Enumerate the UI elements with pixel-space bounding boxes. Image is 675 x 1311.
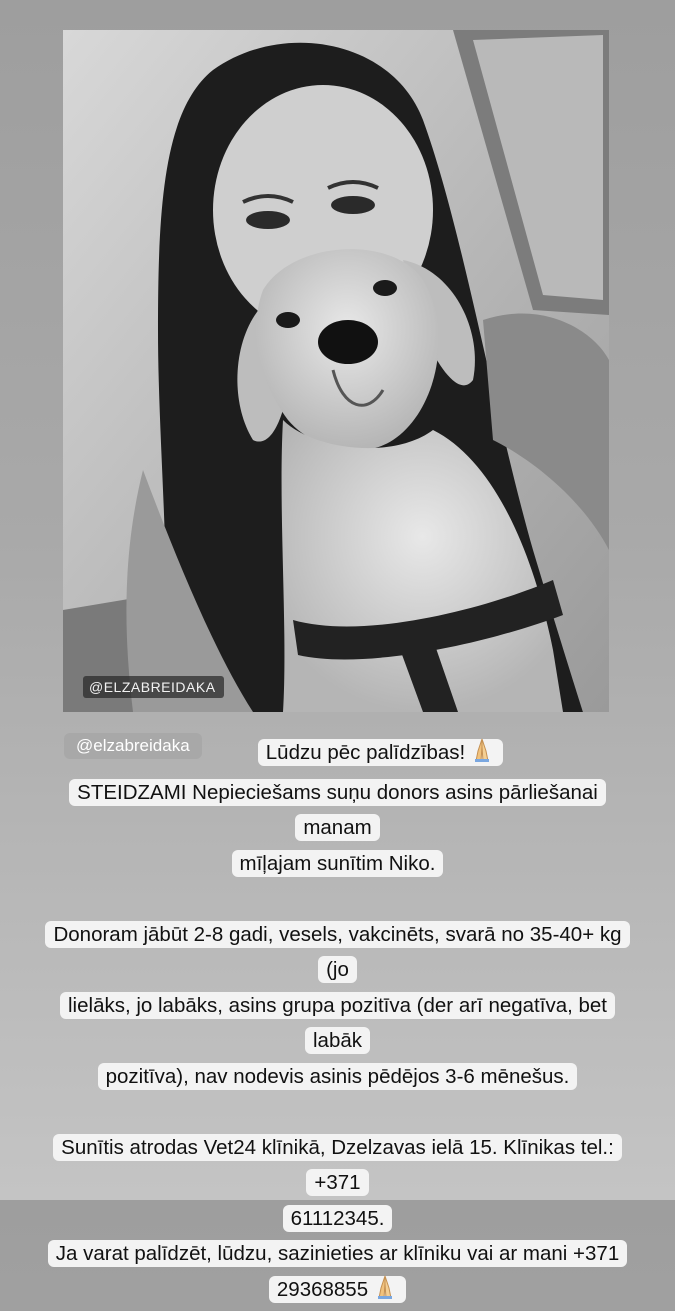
caption-line: lielāks, jo labāks, asins grupa pozitīva (der arī negatīva, bet labāk [40,988,635,1059]
mention-sticker[interactable]: @elzabreidaka [64,733,202,759]
folded-hands-icon [372,1274,398,1311]
caption-line: 29368855 [40,1272,635,1311]
folded-hands-icon [469,737,495,775]
caption-line: Lūdzu pēc palīdzības! [40,735,635,775]
story-photo [63,30,609,712]
caption-line: 61112345. [40,1201,635,1237]
photo-watermark: @ELZABREIDAKA [83,676,224,698]
story-caption [40,735,635,1311]
photo-illustration [63,30,609,712]
caption-line: STEIDZAMI Nepieciešams suņu donors asins pārliešanai manam [40,775,635,846]
caption-line: Ja varat palīdzēt, lūdzu, sazinieties ar klīniku vai ar mani +371 [40,1236,635,1272]
caption-line: Donoram jābūt 2-8 gadi, vesels, vakcinēts, svarā no 35-40+ kg (jo [40,917,635,988]
caption-line: mīļajam sunītim Niko. [40,846,635,882]
caption-gap [40,1094,635,1130]
caption-line: pozitīva), nav nodevis asinis pēdējos 3-6 mēnešus. [40,1059,635,1095]
caption-line: Sunītis atrodas Vet24 klīnikā, Dzelzavas ielā 15. Klīnikas tel.: +371 [40,1130,635,1201]
caption-gap [40,881,635,917]
